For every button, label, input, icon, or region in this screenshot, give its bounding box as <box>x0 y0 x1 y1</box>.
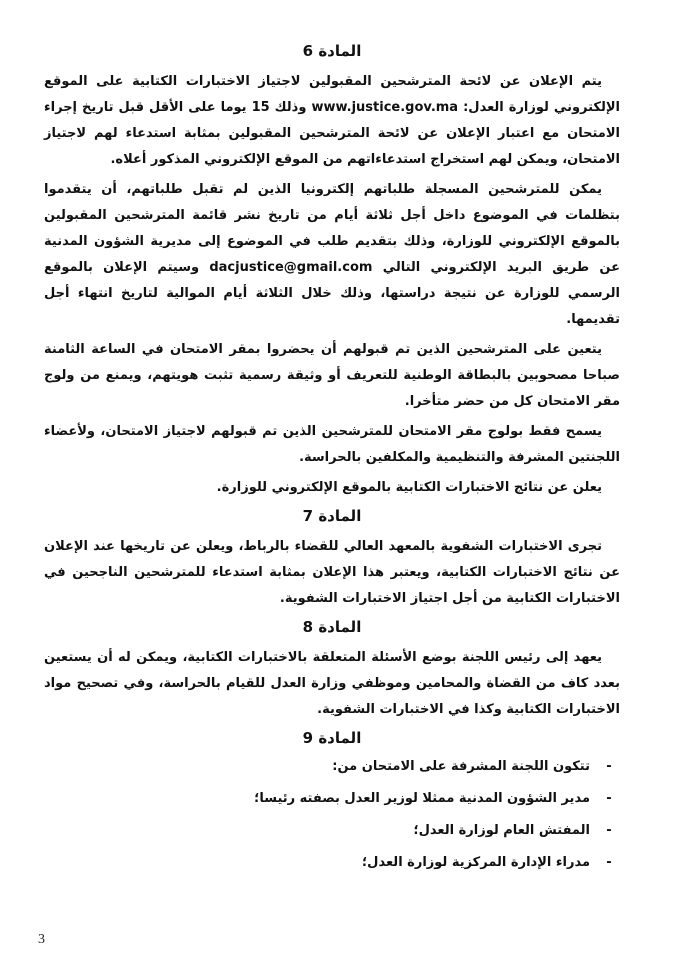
article-6-paragraph-4: يسمح فقط بولوج مقر الامتحان للمترشحين الذين تم قبولهم لاجتياز الامتحان، ولأعضاء اللجنتين المشرفة والتنظيمية والمكلفين بالحراسة. <box>44 424 620 465</box>
dash-bullet: - <box>606 855 612 870</box>
list-item-text: مدراء الإدارة المركزية لوزارة العدل؛ <box>361 855 590 870</box>
article-6-p1-text-b: وذلك 15 يوما على الأقل قبل تاريخ إجراء الامتحان مع اعتبار الإعلان عن لائحة المترشحين المقبولين بمثابة استدعاء لهم لاجتياز الامتحان، ويمكن لهم استخراج استدعاءاتهم من الموقع الإلكتروني المذكور أعلاه. <box>44 100 620 167</box>
dash-bullet: - <box>606 791 612 806</box>
article-6-p2-text-a: يمكن للمترشحين المسجلة طلباتهم إلكترونيا الذين لم تقبل طلباتهم، أن يتقدموا بتظلمات في الموضوع داخل أجل ثلاثة أيام من تاريخ نشر قائمة المترشحين المقبولين بالموقع الإلكتروني للوزارة، وذلك بتقديم طلب في الموضوع إلى مديرية الشؤون المدنية عن طريق البريد الإلكتروني التالي <box>44 182 621 275</box>
article-8-paragraph-1: يعهد إلى رئيس اللجنة بوضع الأسئلة المتعلقة بالاختبارات الكتابية، ويمكن له أن يستعين بعدد كاف من القضاة والمحامين وموظفي وزارة العدل للقيام بالحراسة، وفي تصحيح مواد الاختبارات الكتابية وكذا في الاختبارات الشفوية. <box>44 650 620 717</box>
justice-website-url: www.justice.gov.ma <box>311 100 459 115</box>
committee-members-list <box>44 756 620 873</box>
page-number: 3 <box>38 932 45 947</box>
contact-email: dacjustice@gmail.com <box>209 260 373 275</box>
article-7-heading: المادة 7 <box>302 507 362 525</box>
article-6-p1-text-a: يتم الإعلان عن لائحة المترشحين المقبولين لاجتياز الاختبارات الكتابية على الموقع الإلكتروني لوزارة العدل: <box>44 74 620 115</box>
list-item-text: المفتش العام لوزارة العدل؛ <box>413 823 590 838</box>
article-9-heading: المادة 9 <box>302 729 362 747</box>
article-6-p2-text-b: وسيتم الإعلان بالموقع الرسمي للوزارة عن نتيجة دراستها، وذلك خلال الثلاثة أيام الموالية لتاريخ انتهاء أجل تقديمها. <box>44 260 620 327</box>
article-6-heading: المادة 6 <box>302 42 362 60</box>
list-item <box>44 756 620 777</box>
list-item <box>44 820 620 841</box>
dash-bullet: - <box>606 823 612 838</box>
article-6-paragraph-1 <box>44 69 620 173</box>
list-item <box>44 788 620 809</box>
list-item <box>44 852 620 873</box>
list-item-text: تتكون اللجنة المشرفة على الامتحان من: <box>332 759 590 774</box>
dash-bullet: - <box>606 759 612 774</box>
list-item-text: مدير الشؤون المدنية ممثلا لوزير العدل بصفته رئيسا؛ <box>254 791 590 806</box>
article-7-paragraph-1: تجرى الاختبارات الشفوية بالمعهد العالي للقضاء بالرباط، ويعلن عن تاريخها عند الإعلان عن نتائج الاختبارات الكتابية، ويعتبر هذا الإعلان بمثابة استدعاء للمترشحين الناجحين في الاختبارات الكتابية من أجل اجتياز الاختبارات الشفوية. <box>44 539 620 606</box>
article-6-paragraph-3: يتعين على المترشحين الذين تم قبولهم أن يحضروا بمقر الامتحان في الساعة الثامنة صباحا مصحوبين بالبطاقة الوطنية للتعريف أو وثيقة رسمية تثبت هويتهم، ويمنع من ولوج مقر الامتحان كل من حضر متأخرا. <box>44 342 620 409</box>
article-8-heading: المادة 8 <box>302 618 362 636</box>
article-6-paragraph-5: يعلن عن نتائج الاختبارات الكتابية بالموقع الإلكتروني للوزارة. <box>216 480 602 495</box>
article-6-paragraph-2 <box>44 177 620 333</box>
